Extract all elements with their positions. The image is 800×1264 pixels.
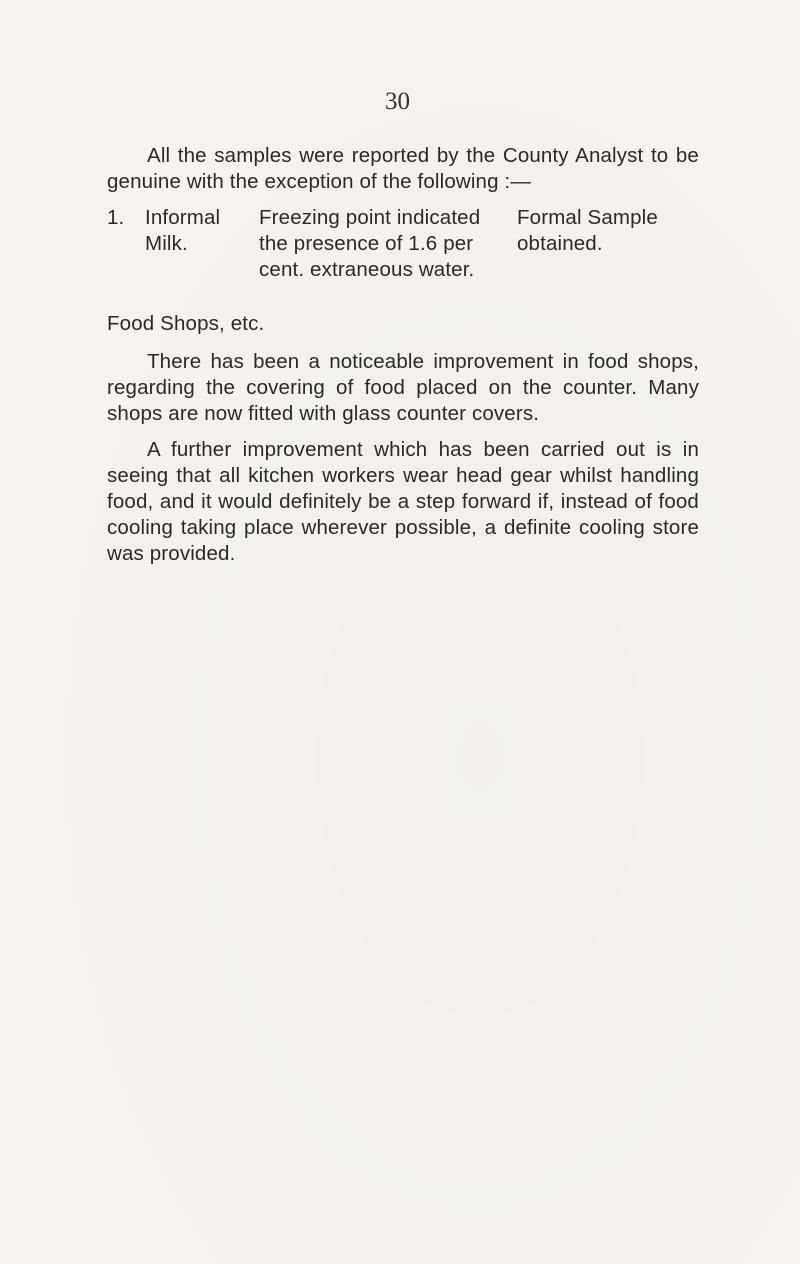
sample-action: Formal Sample obtained. [517,206,658,255]
sample-result: Freezing point indicated the presence of 1.6 per cent. extraneous water. [259,206,481,281]
sample-results-table [107,205,699,283]
body-paragraph-1: There has been a noticeable improvement in food shops, regarding the covering of food placed on the counter. Many shops are now fitted with glass counter covers. [107,350,699,425]
sample-number: 1. [107,206,125,229]
body-paragraph-2: A further improvement which has been carried out is in seeing that all kitchen workers wear head gear whilst handling food, and it would definitely be a step forward if, instead of food cooling taking place wherever possible, a definite cooling store was provided. [107,438,699,565]
intro-paragraph: All the samples were reported by the County Analyst to be genuine with the exception of the following :— [107,144,699,193]
document-body [107,143,699,577]
page-number: 30 [385,88,410,115]
sample-type: Informal Milk. [145,206,221,255]
section-heading: Food Shops, etc. [107,312,265,335]
